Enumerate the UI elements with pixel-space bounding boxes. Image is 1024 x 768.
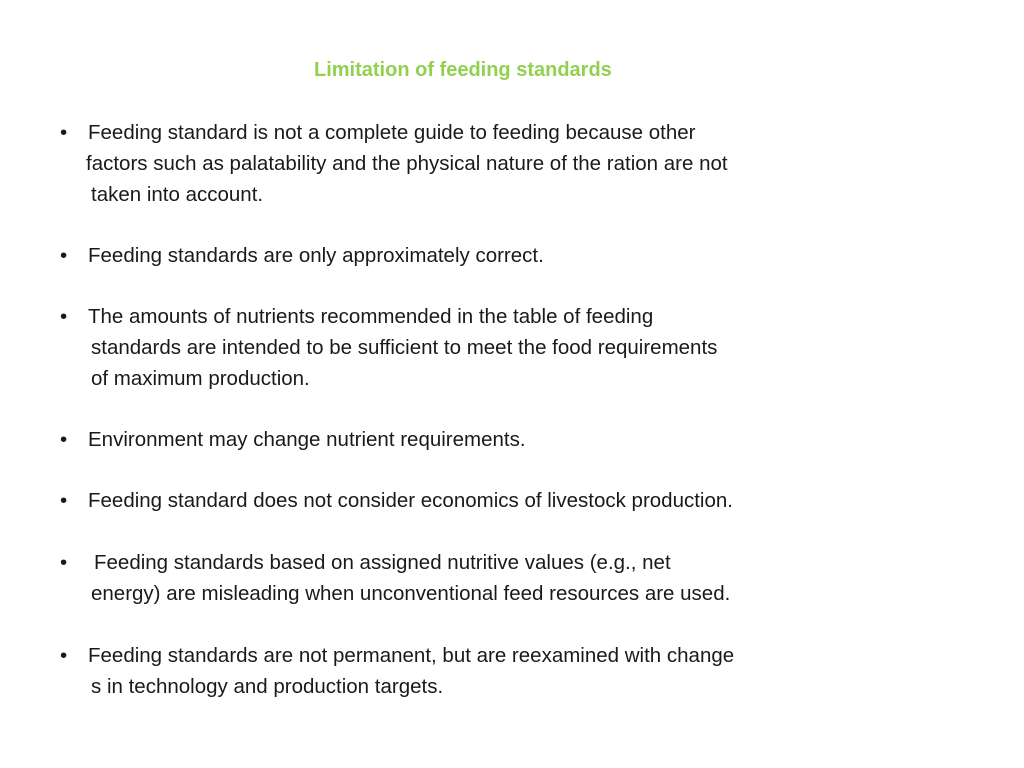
- bullet-item: [60, 118, 728, 210]
- bullet-icon: •: [60, 121, 68, 144]
- bullet-icon: •: [60, 551, 68, 574]
- bullet-line: Feeding standard does not consider economics of livestock production.: [88, 489, 733, 512]
- slide-title: Limitation of feeding standards: [314, 59, 612, 81]
- bullet-item: [60, 641, 734, 703]
- bullet-line: Feeding standard is not a complete guide to feeding because other: [88, 121, 696, 144]
- bullet-icon: •: [60, 305, 68, 328]
- bullet-item: [60, 486, 733, 517]
- bullet-line: factors such as palatability and the physical nature of the ration are not: [86, 151, 728, 175]
- bullet-icon: •: [60, 428, 68, 451]
- bullet-icon: •: [60, 489, 68, 512]
- bullet-line: energy) are misleading when unconventional feed resources are used.: [91, 581, 731, 605]
- bullet-line: standards are intended to be sufficient to meet the food requirements: [91, 335, 718, 359]
- bullet-line: Feeding standards are only approximately correct.: [88, 244, 544, 267]
- bullet-icon: •: [60, 644, 68, 667]
- bullet-icon: •: [60, 244, 68, 267]
- bullet-item: [60, 425, 526, 456]
- bullet-line: taken into account.: [91, 182, 264, 206]
- bullet-line: Environment may change nutrient requirements.: [88, 428, 526, 451]
- bullet-item: [60, 548, 730, 610]
- bullet-line: Feeding standards based on assigned nutritive values (e.g., net: [94, 551, 671, 574]
- bullet-line: Feeding standards are not permanent, but are reexamined with change: [88, 644, 735, 667]
- bullet-line: The amounts of nutrients recommended in the table of feeding: [88, 305, 654, 328]
- bullet-line: of maximum production.: [91, 366, 310, 390]
- bullet-item: [60, 241, 544, 272]
- bullet-item: [60, 302, 717, 394]
- bullet-line: s in technology and production targets.: [91, 674, 444, 698]
